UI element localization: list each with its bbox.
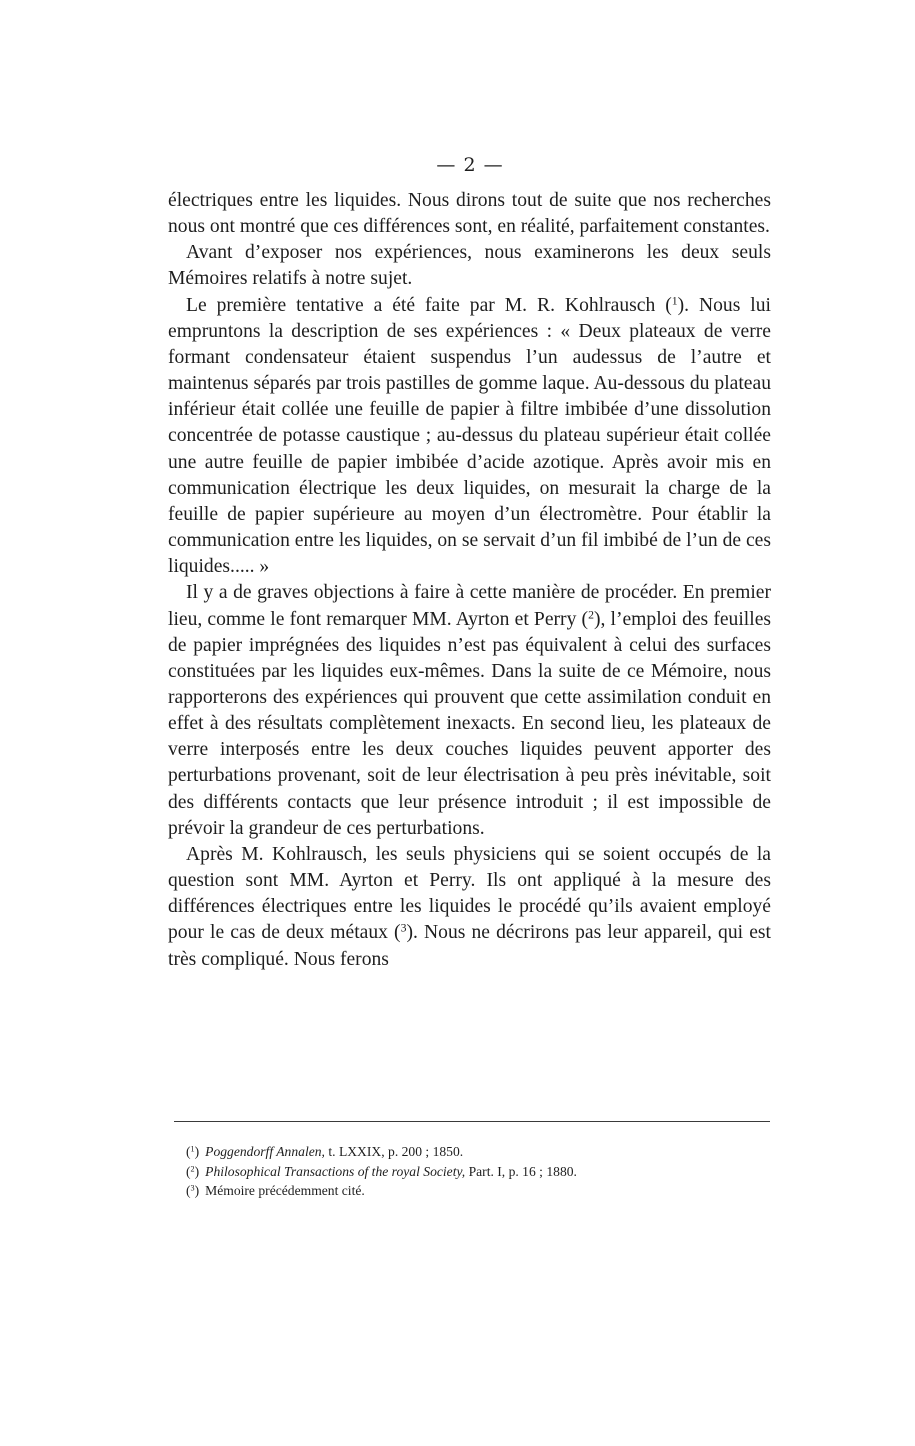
page-number: — 2 — (436, 154, 504, 176)
footnote-separator (174, 1121, 770, 1122)
paragraph-text: Après M. Kohlrausch, les seuls physiciens qui se soient occupés de la question sont MM. Ayrton et Perry. Ils ont appliqué à la mesure des différences électriques entre les liquides le procédé qu’ils avaient employé pour le cas de deux métaux ( (168, 843, 771, 944)
footnote-reference: 3 (400, 921, 407, 935)
paragraph-text: Il y a de graves objections à faire à cette manière de procéder. En premier lieu, comme le font remarquer MM. Ayrton et Perry ( (168, 582, 771, 630)
paragraph-text: Avant d’exposer nos expériences, nous examinerons les deux seuls Mémoires relatifs à notre sujet. (168, 242, 771, 290)
footnote-citation-title: Poggendorff Annalen, (205, 1144, 325, 1159)
paragraph (168, 842, 771, 973)
footnote (186, 1162, 766, 1182)
footnote (186, 1142, 766, 1162)
paragraph-text: ). Nous ne décrirons pas leur appareil, qui est très compliqué. Nous ferons (168, 922, 771, 970)
paragraph (168, 240, 771, 292)
footnote-mark: ($^1$) (186, 1144, 200, 1159)
footnote-mark: ($^3$) (186, 1183, 200, 1198)
footnote-text: t. LXXIX, p. 200 ; 1850. (324, 1144, 464, 1159)
paragraph-text: ), l’emploi des feuilles de papier imprégnées des liquides n’est pas équivalent à celui des surfaces constituées par les liquides eux-mêmes. Dans la suite de ce Mémoire, nous rapporterons des expériences qui prouvent que cette assimilation conduit en effet à des résultats complètement inexacts. En second lieu, les plateaux de verre interposés entre les deux couches liquides peuvent apporter des perturbations provenant, soit de leur électrisation à peu près inévitable, soit des différents contacts que leur présence introduit ; il est impossible de prévoir la grandeur de ces perturbations. (168, 608, 772, 839)
footnote-text: Mémoire précédemment cité. (205, 1183, 365, 1198)
paragraph (168, 293, 771, 581)
footnote-text: Part. I, p. 16 ; 1880. (465, 1163, 577, 1179)
footnotes (186, 1142, 766, 1201)
footnote-reference: 1 (671, 294, 678, 308)
footnote-mark: ($^2$) (186, 1163, 200, 1179)
paragraph-text: électriques entre les liquides. Nous dirons tout de suite que nos recherches nous ont montré que ces différences sont, en réalité, parfaitement constantes. (168, 190, 771, 238)
body-text (168, 188, 771, 973)
footnote-number: 2 (190, 1164, 195, 1174)
paragraph-text: ). Nous lui empruntons la description de ses expériences : « Deux plateaux de verre formant condensateur étaient suspendus l’un audessus de l’autre et maintenus séparés par trois pastilles de gomme laque. Au-dessous du plateau inférieur était collée une feuille de papier à filtre imbibée d’une dissolution concentrée de potasse caustique ; au-dessus du plateau supérieur était collée une autre feuille de papier imbibée d’acide azotique. Après avoir mis en communication électrique les deux liquides, on mesurait la charge de la feuille de papier supérieure au moyen d’un électromètre. Pour établir la communication entre les liquides, on se servait d’un fil imbibé de l’un de ces liquides..... » (168, 294, 771, 578)
footnote-reference: 2 (588, 608, 594, 622)
footnote-number: 3 (190, 1183, 195, 1193)
paragraph-text: Le première tentative a été faite par M. R. Kohlrausch ( (186, 294, 672, 316)
footnote (186, 1181, 766, 1201)
paragraph (168, 580, 771, 842)
footnote-citation-title: Philosophical Transactions of the royal Society, (205, 1163, 466, 1179)
paragraph (168, 188, 771, 240)
footnote-number: 1 (190, 1144, 195, 1154)
